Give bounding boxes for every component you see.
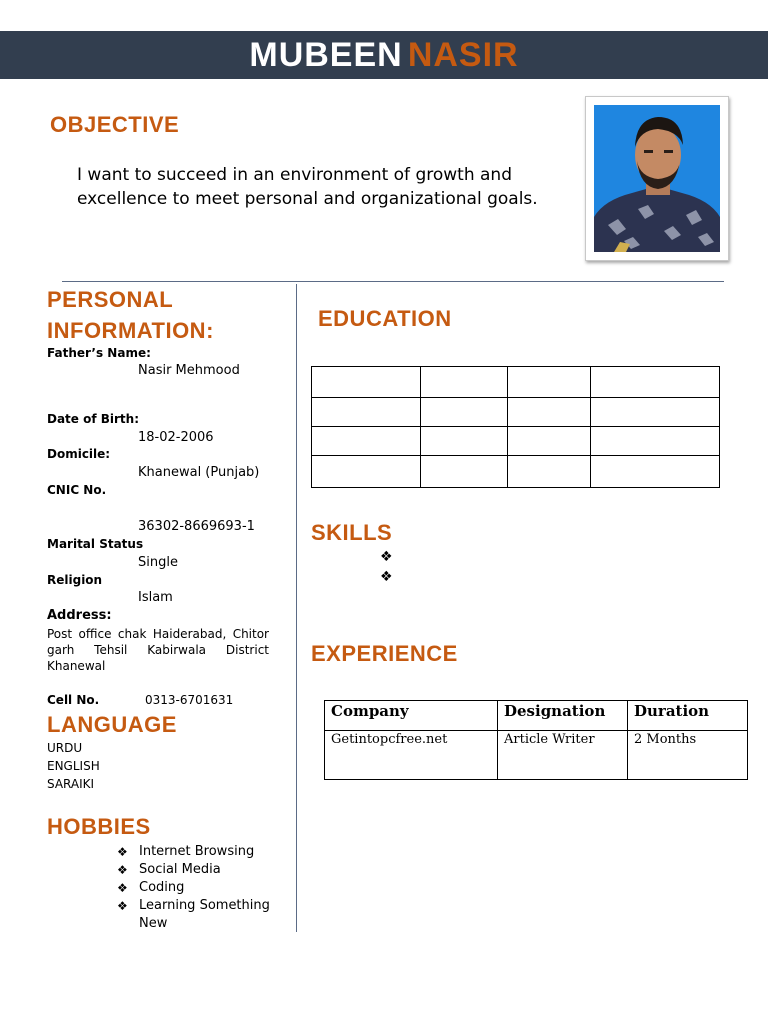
- cnic-label: CNIC No.: [47, 483, 107, 497]
- column-header-duration: Duration: [628, 701, 748, 731]
- table-row: [312, 456, 720, 488]
- hobbies-heading: HOBBIES: [47, 814, 151, 839]
- hobby-text: Social Media: [139, 862, 221, 877]
- religion-label: Religion: [47, 573, 103, 587]
- resume-header: [0, 31, 768, 79]
- table-cell: [421, 427, 508, 456]
- list-item: [117, 861, 277, 879]
- bullet-icon: ❖: [117, 845, 128, 859]
- language-item: URDU: [47, 741, 83, 755]
- hobbies-list: [117, 843, 277, 933]
- skills-bullet-icon: ❖: [380, 549, 393, 565]
- list-item: [117, 843, 277, 861]
- bullet-icon: ❖: [117, 899, 128, 913]
- table-row: [312, 367, 720, 398]
- column-header-company: Company: [325, 701, 498, 731]
- domicile-value: Khanewal (Punjab): [138, 465, 260, 480]
- table-cell: [508, 398, 591, 427]
- company-cell: Getintopcfree.net: [325, 731, 498, 780]
- skills-bullet-icon: ❖: [380, 569, 393, 585]
- candidate-last-name: NASIR: [407, 36, 519, 74]
- domicile-label: Domicile:: [47, 447, 111, 461]
- list-item: [117, 879, 277, 897]
- education-heading: EDUCATION: [318, 306, 452, 331]
- cell-value: 0313-6701631: [145, 693, 234, 707]
- address-label: Address:: [47, 608, 112, 623]
- cell-label: Cell No.: [47, 693, 100, 707]
- personal-info-heading: [47, 284, 214, 346]
- cnic-value: 36302-8669693-1: [138, 519, 255, 534]
- table-cell: [421, 456, 508, 488]
- language-item: ENGLISH: [47, 759, 100, 773]
- candidate-first-name: MUBEEN: [249, 36, 403, 74]
- column-header-designation: Designation: [498, 701, 628, 731]
- profile-photo-frame: [585, 96, 729, 261]
- table-cell: [591, 367, 720, 398]
- marital-status-value: Single: [138, 555, 178, 570]
- table-cell: [591, 427, 720, 456]
- table-cell: [312, 367, 421, 398]
- bullet-icon: ❖: [117, 863, 128, 877]
- objective-heading: OBJECTIVE: [50, 112, 180, 137]
- table-cell: [508, 367, 591, 398]
- hobby-text: Learning Something New: [139, 898, 270, 931]
- education-table: [311, 366, 720, 488]
- experience-table: [324, 700, 748, 780]
- table-cell: [421, 367, 508, 398]
- table-row: [312, 398, 720, 427]
- personal-heading-line1: PERSONAL: [47, 287, 174, 312]
- religion-value: Islam: [138, 590, 173, 605]
- table-cell: [591, 398, 720, 427]
- table-cell: [591, 456, 720, 488]
- language-heading: LANGUAGE: [47, 712, 177, 737]
- table-cell: [508, 427, 591, 456]
- objective-text: I want to succeed in an environment of growth and excellence to meet personal and organizational goals.: [77, 165, 538, 209]
- fathers-name-label: Father’s Name:: [47, 346, 151, 360]
- personal-heading-line2: INFORMATION:: [47, 318, 214, 343]
- table-cell: [312, 456, 421, 488]
- skills-heading: SKILLS: [311, 520, 393, 545]
- dob-label: Date of Birth:: [47, 412, 140, 426]
- table-row: [312, 427, 720, 456]
- table-cell: [312, 427, 421, 456]
- table-cell: [312, 398, 421, 427]
- fathers-name-value: Nasir Mehmood: [138, 363, 240, 378]
- hobby-text: Coding: [139, 880, 185, 895]
- marital-status-label: Marital Status: [47, 537, 144, 551]
- table-cell: [421, 398, 508, 427]
- table-row: [325, 731, 748, 780]
- language-item: SARAIKI: [47, 777, 95, 791]
- profile-photo: [594, 105, 720, 252]
- table-header-row: [325, 701, 748, 731]
- designation-cell: Article Writer: [498, 731, 628, 780]
- list-item: [117, 897, 277, 933]
- bullet-icon: ❖: [117, 881, 128, 895]
- duration-cell: 2 Months: [628, 731, 748, 780]
- table-cell: [508, 456, 591, 488]
- dob-value: 18-02-2006: [138, 430, 214, 445]
- address-value: Post office chak Haiderabad, Chitor garh Tehsil Kabirwala District Khanewal: [47, 627, 269, 673]
- experience-heading: EXPERIENCE: [311, 641, 458, 666]
- horizontal-divider: [62, 281, 724, 282]
- hobby-text: Internet Browsing: [139, 844, 255, 859]
- vertical-divider: [296, 284, 297, 932]
